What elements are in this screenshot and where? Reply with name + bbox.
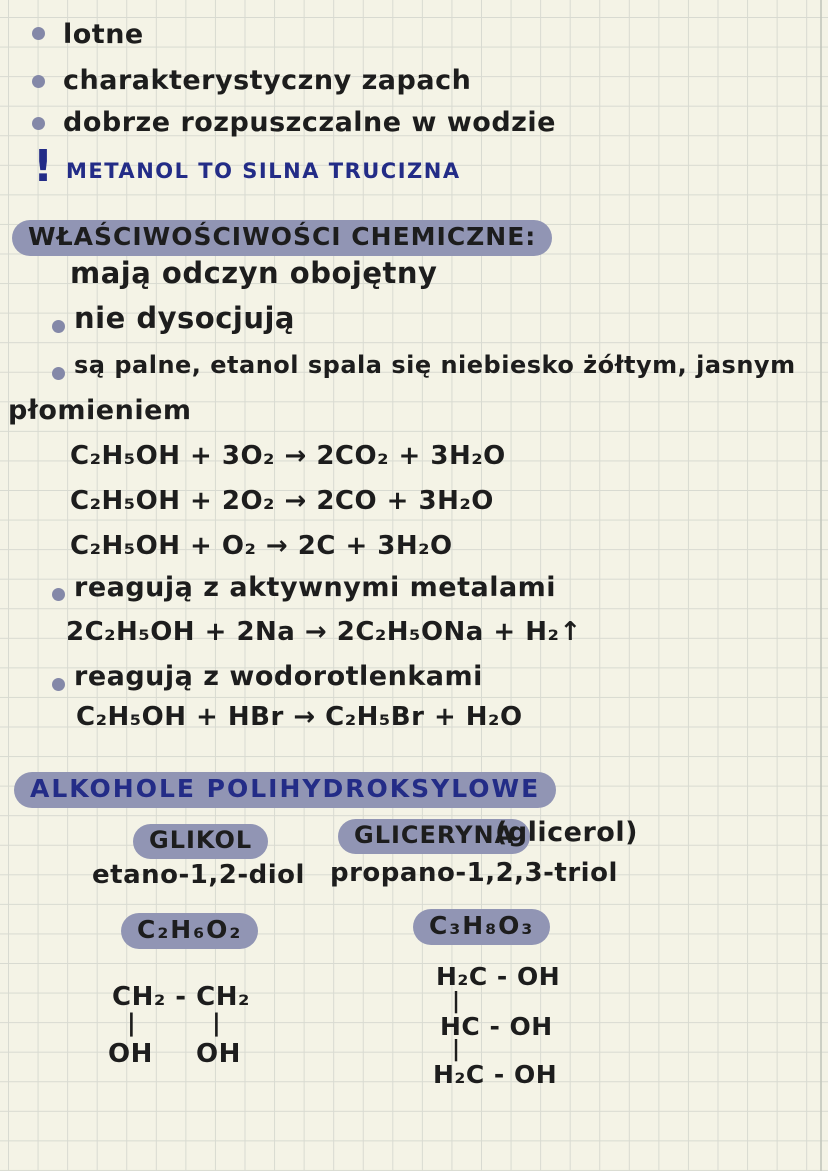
equation-incomplete-combustion: C₂H₅OH + O₂ → 2C + 3H₂O (70, 531, 453, 561)
bullet-dot-icon (32, 75, 45, 88)
bullet-dot-icon (52, 367, 65, 380)
gliceryna-name: GLICERYNA (338, 819, 530, 854)
glikol-structure-row: CH₂ - CH₂ (112, 982, 250, 1012)
bullet-dot-icon (32, 27, 45, 40)
gliceryna-structure-row: H₂C - OH (433, 1060, 558, 1089)
chemical-properties-heading: WŁAŚCIWOŚCIWOŚCI CHEMICZNE: (12, 220, 552, 256)
glikol-bond-line: | (127, 1009, 137, 1037)
glikol-oh-group: OH (108, 1039, 153, 1069)
bullet-dot-icon (32, 117, 45, 130)
gliceryna-formula: C₃H₈O₃ (413, 909, 550, 945)
equation-sodium-reaction: 2C₂H₅OH + 2Na → 2C₂H₅ONa + H₂↑ (66, 617, 582, 647)
gliceryna-structure-row: HC - OH (440, 1012, 553, 1041)
property-item: charakterystyczny zapach (63, 65, 472, 96)
glikol-bond-line: | (212, 1009, 222, 1037)
equation-partial-combustion: C₂H₅OH + 2O₂ → 2CO + 3H₂O (70, 486, 494, 516)
glikol-iupac-name: etano-1,2-diol (92, 860, 305, 890)
chemical-bullet: nie dysocjują (74, 301, 295, 335)
warning-exclamation-icon: ! (33, 141, 54, 192)
property-item: dobrze rozpuszczalne w wodzie (63, 107, 556, 138)
gliceryna-bond-line: | (452, 989, 461, 1014)
glikol-name: GLIKOL (133, 824, 268, 859)
gliceryna-structure-row: H₂C - OH (436, 962, 561, 991)
equation-hbr-reaction: C₂H₅OH + HBr → C₂H₅Br + H₂O (76, 702, 523, 732)
glikol-oh-group: OH (196, 1039, 241, 1069)
chemical-bullet: są palne, etanol spala się niebiesko żółtym, jasnym (74, 351, 796, 379)
chemical-bullet: reagują z aktywnymi metalami (74, 572, 557, 603)
property-item: lotne (63, 19, 144, 50)
polyhydroxy-heading: ALKOHOLE POLIHYDROKSYLOWE (14, 772, 556, 808)
bullet-dot-icon (52, 678, 65, 691)
chemical-intro: mają odczyn obojętny (70, 256, 438, 290)
bullet-dot-icon (52, 588, 65, 601)
gliceryna-bond-line: | (452, 1037, 461, 1062)
equation-complete-combustion: C₂H₅OH + 3O₂ → 2CO₂ + 3H₂O (70, 441, 506, 471)
chemical-bullet: reagują z wodorotlenkami (74, 661, 483, 692)
gliceryna-iupac-name: propano-1,2,3-triol (330, 858, 618, 888)
chemical-bullet-wrap: płomieniem (8, 395, 192, 426)
warning-text: METANOL TO SILNA TRUCIZNA (66, 159, 461, 183)
gliceryna-synonym: (glicerol) (495, 817, 638, 848)
glikol-formula: C₂H₆O₂ (121, 913, 258, 949)
bullet-dot-icon (52, 320, 65, 333)
